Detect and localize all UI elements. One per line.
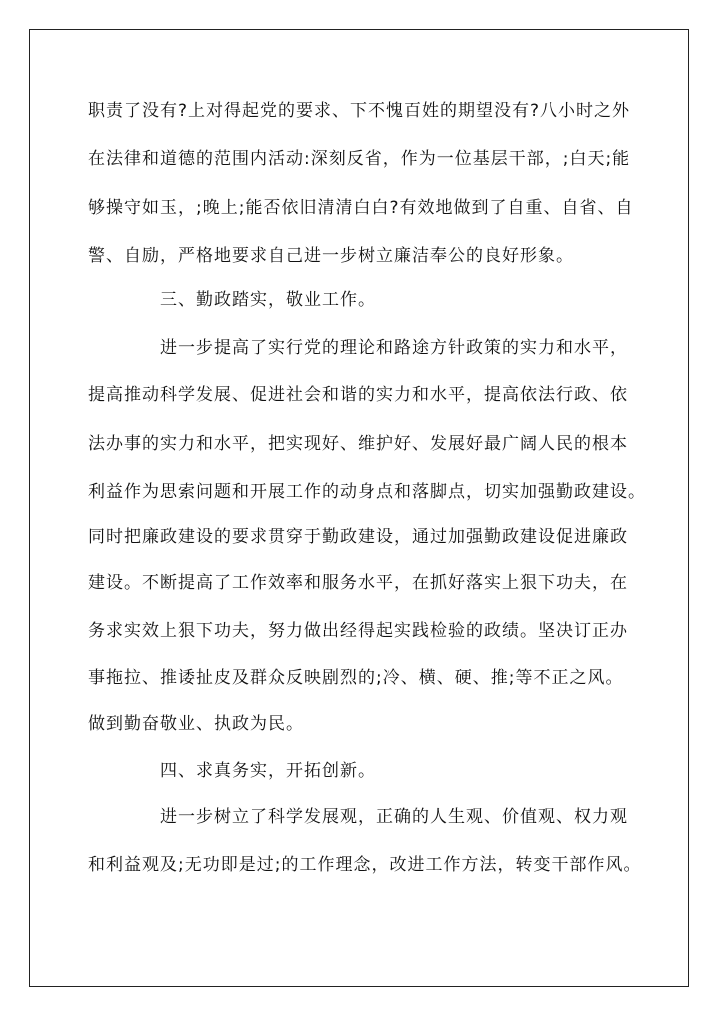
text-line: 够操守如玉，;晚上;能否依旧清清白白?有效地做到了自重、自省、自 bbox=[88, 198, 634, 218]
text-line: 和利益观及;无功即是过;的工作理念，改进工作方法，转变干部作风。 bbox=[88, 855, 642, 875]
text-line: 提高推动科学发展、促进社会和谐的实力和水平，提高依法行政、依 bbox=[88, 385, 628, 405]
text-line: 在法律和道德的范围内活动:深刻反省，作为一位基层干部，;白天;能 bbox=[88, 149, 631, 169]
section-heading: 三、勤政踏实，敬业工作。 bbox=[160, 290, 376, 310]
text-line: 利益作为思索问题和开展工作的动身点和落脚点，切实加强勤政建设。 bbox=[88, 482, 646, 502]
text-line: 法办事的实力和水平，把实现好、维护好、发展好最广阔人民的根本 bbox=[88, 434, 628, 454]
text-line: 务求实效上狠下功夫，努力做出经得起实践检验的政绩。坚决订正办 bbox=[88, 621, 628, 641]
paragraph-start: 进一步树立了科学发展观，正确的人生观、价值观、权力观 bbox=[160, 807, 628, 827]
text-line: 警、自励，严格地要求自己进一步树立廉洁奉公的良好形象。 bbox=[88, 246, 574, 266]
text-line: 做到勤奋敬业、执政为民。 bbox=[88, 714, 304, 734]
section-heading: 四、求真务实，开拓创新。 bbox=[160, 761, 376, 781]
paragraph-start: 进一步提高了实行党的理论和路途方针政策的实力和水平， bbox=[160, 338, 628, 358]
text-line: 职责了没有?上对得起党的要求、下不愧百姓的期望没有?八小时之外 bbox=[88, 101, 631, 121]
page-border bbox=[29, 29, 689, 987]
text-line: 事拖拉、推诿扯皮及群众反映剧烈的;冷、横、硬、推;等不正之风。 bbox=[88, 668, 624, 688]
text-line: 同时把廉政建设的要求贯穿于勤政建设，通过加强勤政建设促进廉政 bbox=[88, 527, 628, 547]
text-line: 建设。不断提高了工作效率和服务水平，在抓好落实上狠下功夫，在 bbox=[88, 573, 628, 593]
